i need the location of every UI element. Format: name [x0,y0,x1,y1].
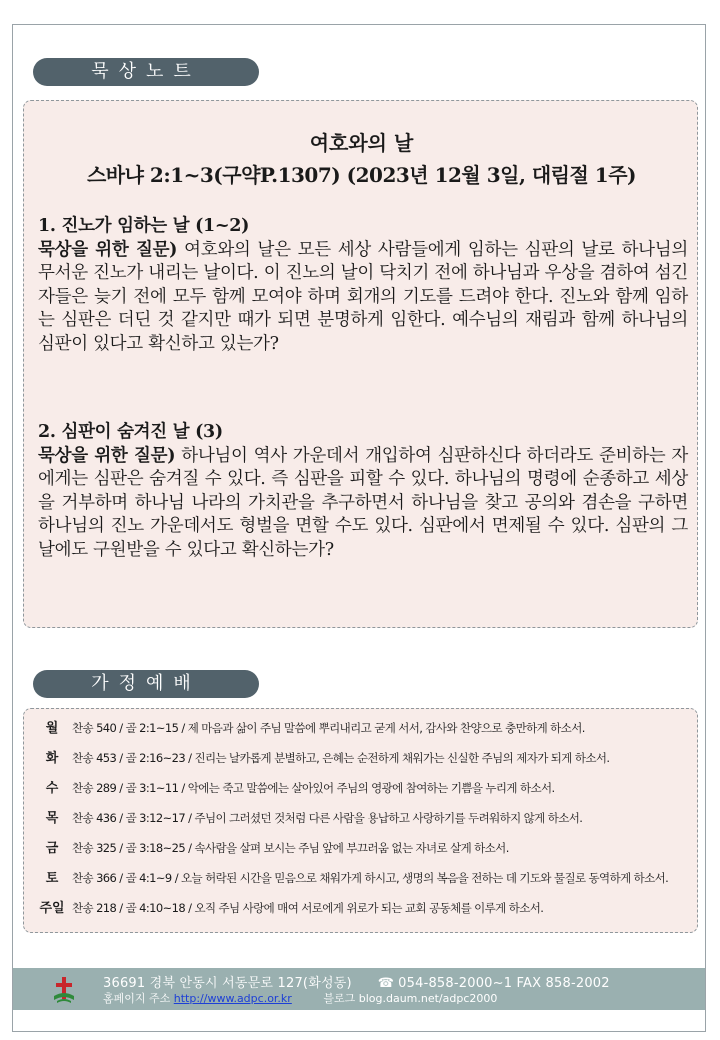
worship-day: 주일 [39,901,65,916]
worship-text: 찬송 325 / 골 3:18~25 / 속사람을 살펴 보시는 주님 앞에 부끄러움 없는 자녀로 살게 하소서. [72,841,509,855]
worship-row [32,715,692,741]
worship-text: 찬송 366 / 골 4:1~9 / 오늘 허락된 시간을 믿음으로 채워가게 하시고, 생명의 복음을 전하는 데 기도와 물질로 동역하게 하소서. [72,871,669,885]
point-2-heading: 2. 심판이 숨겨진 날 (3) [38,422,223,442]
point-2-text: 하나님이 역사 가운데서 개입하여 심판하신다 하더라도 준비하는 자에게는 심판은 숨겨질 수 있다. 즉 심판을 피할 수 있다. 하나님의 명령에 순종하고 세상을 거부하며 하나님 나라의 가치관을 추구하면서 하나님을 찾고 공의와 겸손을 구하면 하나님의 진노 가운데서도 형벌을 면할 수도 있다. 심판에서 면제될 수 있다. 심판의 그 날에도 구원받을 수 있다고 확신하는가? [38,445,688,560]
worship-text: 찬송 218 / 골 4:10~18 / 오직 주님 사랑에 매여 서로에게 위로가 되는 교회 공동체를 이루게 하소서. [72,901,544,915]
worship-day: 수 [45,781,59,796]
point-1-body [38,239,688,357]
devotion-section-title [33,58,259,86]
worship-row [32,775,692,801]
worship-section-label: 가정예배 [91,673,201,694]
church-logo-icon [53,976,75,1004]
devotion-box [23,100,698,628]
point-2-body [38,445,688,563]
homepage-label: 홈페이지 주소 [103,992,171,1005]
point-2-lead: 묵상을 위한 질문) [38,445,176,466]
worship-box [23,708,698,933]
blog-label: 블로그 [323,992,356,1005]
worship-section-title [33,670,259,698]
worship-row [32,865,692,891]
worship-day: 금 [45,841,59,856]
footer-phone: 054-858-2000~1 FAX 858-2002 [398,976,610,991]
worship-row [32,835,692,861]
phone-icon: ☎ [377,976,395,991]
footer-address-line [103,972,610,991]
worship-row [32,895,692,921]
worship-text: 찬송 289 / 골 3:1~11 / 악에는 죽고 말씀에는 살아있어 주님의 영광에 참여하는 기쁨을 누리게 하소서. [72,781,555,795]
worship-day: 목 [45,811,59,826]
footer-web-line [103,990,497,1006]
worship-text: 찬송 453 / 골 2:16~23 / 진리는 날카롭게 분별하고, 은혜는 순전하게 채워가는 신실한 주님의 제자가 되게 하소서. [72,751,610,765]
point-2 [38,421,688,563]
homepage-link[interactable]: http://www.adpc.or.kr [173,992,292,1005]
worship-row [32,745,692,771]
footer [13,968,705,1010]
worship-text: 찬송 540 / 골 2:1~15 / 제 마음과 삶이 주님 말씀에 뿌리내리고 굳게 서서, 감사와 찬양으로 충만하게 하소서. [72,721,585,735]
worship-row [32,805,692,831]
point-1-heading: 1. 진노가 임하는 날 (1~2) [38,216,250,236]
devotion-subtitle: 스바냐 2:1~3(구약P.1307) (2023년 12월 3일, 대림절 1주) [86,163,636,187]
worship-day: 월 [45,721,59,736]
point-1-text: 여호와의 날은 모든 세상 사람들에게 임하는 심판의 날로 하나님의 무서운 진노가 내리는 날이다. 이 진노의 날이 닥치기 전에 하나님과 우상을 겸하여 섬긴 자들은 늦기 전에 모두 함께 모여야 하며 회개의 기도를 드려야 한다. 진노와 함께 임하는 심판은 더딘 것 같지만 때가 되면 분명하게 임한다. 예수님의 재림과 함께 하나님의 심판이 있다고 확신하고 있는가? [38,239,688,354]
worship-day: 화 [45,751,59,766]
worship-day: 토 [45,871,59,886]
blog-link[interactable]: blog.daum.net/adpc2000 [358,992,498,1005]
point-1-lead: 묵상을 위한 질문) [38,239,178,260]
worship-text: 찬송 436 / 골 3:12~17 / 주님이 그러셨던 것처럼 다른 사람을 용납하고 사랑하기를 두려워하지 않게 하소서. [72,811,583,825]
footer-address: 36691 경북 안동시 서동문로 127(화성동) [103,976,352,991]
devotion-section-label: 묵상노트 [91,61,201,82]
devotion-title: 여호와의 날 [309,131,414,155]
point-1 [38,215,688,357]
